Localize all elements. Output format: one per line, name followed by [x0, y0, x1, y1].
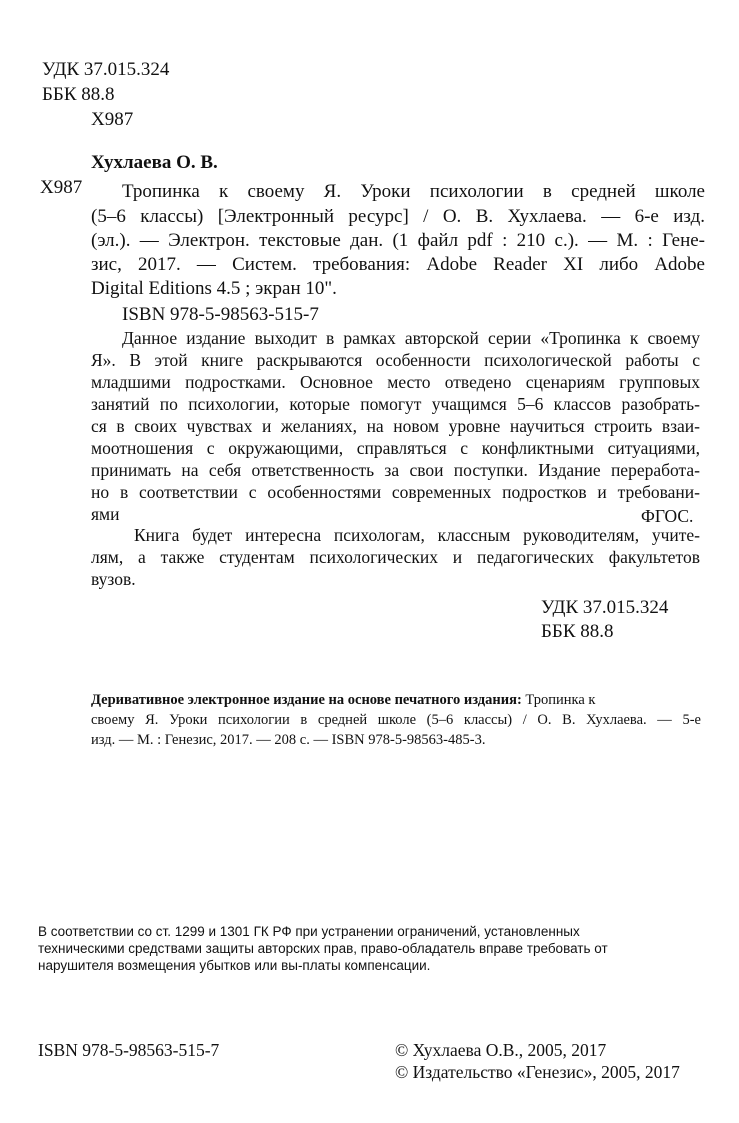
- entry-line: Тропинка к своему Я. Уроки психологии в средней школе: [122, 181, 705, 202]
- annotation-line: Данное издание выходит в рамках авторской серии «Тропинка к своему: [122, 328, 700, 348]
- annotation-line: моотношения с окружающими, справляться с конфликтными ситуациями,: [91, 438, 700, 458]
- derivative-line-3: изд. — М. : Генезис, 2017. — 208 с. — ISBN 978-5-98563-485-3.: [91, 732, 486, 748]
- annotation-line: но в соответствии с особенностями современных подростков и требовани-: [91, 482, 700, 502]
- derivative-line-2: своему Я. Уроки психологии в средней школе (5–6 классы) / О. В. Хухлаева. — 5-е: [91, 712, 701, 728]
- annotation-fgos: ФГОС.: [641, 506, 694, 526]
- bbk-code-right: ББК 88.8: [541, 621, 614, 642]
- annotation-line: лям, а также студентам психологических и педагогических факультетов: [91, 547, 700, 567]
- derivative-lead: Деривативное электронное издание на основе печатного издания:: [91, 692, 522, 708]
- entry-line: Digital Editions 4.5 ; экран 10".: [91, 278, 337, 299]
- derivative-line-1: [91, 693, 595, 708]
- entry-line: (5–6 классы) [Электронный ресурс] / О. В. Хухлаева. — 6-е изд.: [91, 206, 705, 227]
- annotation-line: принимать на себя ответственность за свои поступки. Издание переработа-: [91, 460, 700, 480]
- entry-isbn: ISBN 978-5-98563-515-7: [122, 304, 319, 325]
- bbk-code: ББК 88.8: [42, 84, 115, 105]
- annotation-line: ями: [91, 504, 120, 524]
- legal-line: техническими средствами защиты авторских прав, право-обладатель вправе требовать от: [38, 941, 608, 956]
- side-author-mark: Х987: [40, 177, 83, 198]
- copyright-author: © Хухлаева О.В., 2005, 2017: [395, 1040, 607, 1060]
- author-mark: Х987: [91, 109, 134, 130]
- author-name: Хухлаева О. В.: [91, 152, 218, 173]
- annotation-line: младшими подростками. Основное место отведено сценариям групповых: [91, 372, 700, 392]
- annotation-line: вузов.: [91, 569, 136, 589]
- udk-code-right: УДК 37.015.324: [541, 597, 669, 618]
- annotation-line: Книга будет интересна психологам, классным руководителям, учите-: [134, 525, 700, 545]
- annotation-line: Я». В этой книге раскрываются особенности психологической работы с: [91, 350, 700, 370]
- udk-code: УДК 37.015.324: [42, 59, 170, 80]
- entry-line: зис, 2017. — Систем. требования: Adobe Reader XI либо Adobe: [91, 254, 705, 275]
- entry-line: (эл.). — Электрон. текстовые дан. (1 файл pdf : 210 с.). — М. : Гене-: [91, 230, 705, 251]
- footer-isbn: ISBN 978-5-98563-515-7: [38, 1040, 220, 1060]
- legal-line: В соответствии со ст. 1299 и 1301 ГК РФ при устранении ограничений, установленных: [38, 924, 580, 939]
- legal-line: нарушителя возмещения убытков или вы-платы компенсации.: [38, 958, 431, 973]
- copyright-publisher: © Издательство «Генезис», 2005, 2017: [395, 1062, 680, 1082]
- annotation-line: занятий по психологии, которые помогут учащимся 5–6 классов разобрать-: [91, 394, 700, 414]
- derivative-rest: Тропинка к: [521, 692, 596, 708]
- annotation-line: ся в своих чувствах и желаниях, на новом уровне научиться строить взаи-: [91, 416, 700, 436]
